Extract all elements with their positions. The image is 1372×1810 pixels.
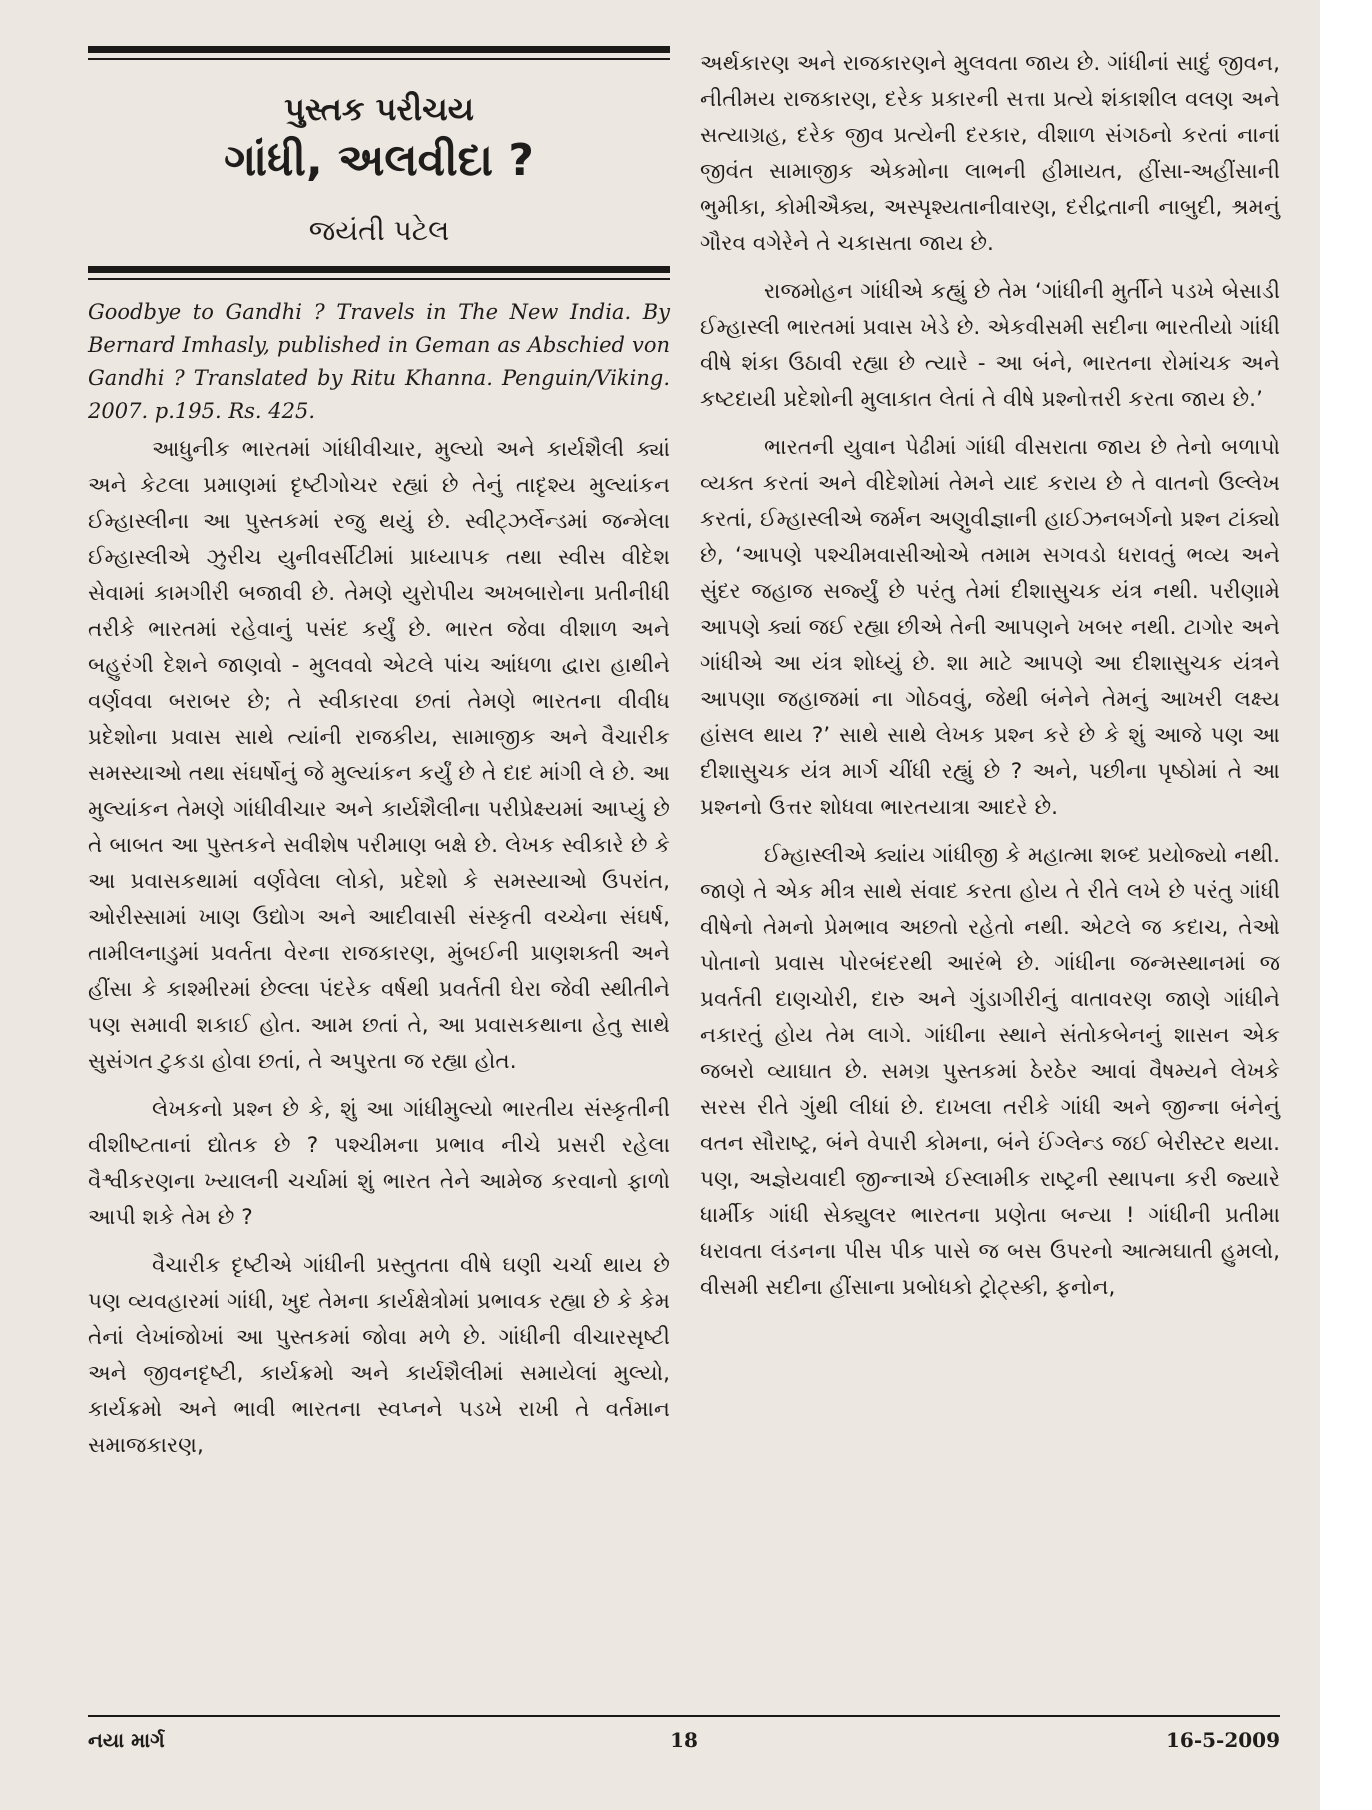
issue-date: 16-5-2009 bbox=[1165, 1728, 1280, 1752]
body-paragraph: અર્થકારણ અને રાજકારણને મુલવતા જાય છે. ગાંધીનાં સાદું જીવન, નીતીમય રાજકારણ, દરેક પ્રકારની સત્તા પ્રત્યે શંકાશીલ વલણ અને સત્યાગ્રહ, દરેક જીવ પ્રત્યેની દરકાર, વીશાળ સંગઠનો કરતાં નાનાં જીવંત સામાજીક એકમોના લાભની હીમાયત, હીંસા-અહીંસાની ભુમીકા, કોમીઐક્ય, અસ્પૃશ્યતાનીવારણ, દરીદ્રતાની નાબુદી, શ્રમનું ગૌરવ વગેરેને તે ચકાસતા જાય છે. bbox=[700, 51, 1280, 256]
body-paragraph: ઈમ્હાસ્લીએ ક્યાંય ગાંધીજી કે મહાત્મા શબ્દ પ્રયોજ્યો નથી. જાણે તે એક મીત્ર સાથે સંવાદ કરતા હોય તે રીતે લખે છે પરંતુ ગાંધી વીષેનો તેમનો પ્રેમભાવ અછતો રહેતો નથી. એટલે જ કદાચ, તેઓ પોતાનો પ્રવાસ પોરબંદરથી આરંભે છે. ગાંધીના જન્મસ્થાનમાં જ પ્રવર્તતી દાણચોરી, દારુ અને ગુંડાગીરીનું વાતાવરણ જાણે ગાંધીને નકારતું હોય તેમ લાગે. ગાંધીના સ્થાને સંતોકબેનનું શાસન એક જબરો વ્યાઘાત છે. સમગ્ર પુસ્તકમાં ઠેરઠેર આવાં વૈષમ્યને લેખકે સરસ રીતે ગુંથી લીધાં છે. દાખલા તરીકે ગાંધી અને જીન્ના બંનેનું વતન સૌરાષ્ટ્ર, બંને વેપારી કોમના, બંને ઈંગ્લેન્ડ જઈ બેરીસ્ટર થયા. પણ, અજ્ઞેયવાદી જીન્નાએ ઈસ્લામીક રાષ્ટ્રની સ્થાપના કરી જ્યારે ધાર્મીક ગાંધી સેક્યુલર ભારતના પ્રણેતા બન્યા ! ગાંધીની પ્રતીમા ધરાવતા લંડનના પીસ પીક પાસે જ બસ ઉપરનો આત્મઘાતી હુમલો, વીસમી સદીના હીંસાના પ્રબોધકો ટ્રોટ્સ્કી, ફનોન, bbox=[700, 843, 1280, 1300]
article-header bbox=[88, 60, 670, 248]
header-rule-bottom-thick bbox=[88, 266, 670, 273]
body-paragraph: રાજમોહન ગાંધીએ કહ્યું છે તેમ ‘ગાંધીની મુર્તીને પડખે બેસાડી ઈમ્હાસ્લી ભારતમાં પ્રવાસ ખેડે છે. એકવીસમી સદીના ભારતીયો ગાંધી વીષે શંકા ઉઠાવી રહ્યા છે ત્યારે - આ બંને, ભારતના રોમાંચક અને કષ્ટદાયી પ્રદેશોની મુલાકાત લેતાં તે વીષે પ્રશ્નોત્તરી કરતા જાય છે.’ bbox=[700, 279, 1280, 412]
body-paragraph: લેખકનો પ્રશ્ન છે કે, શું આ ગાંધીમુલ્યો ભારતીય સંસ્કૃતીની વીશીષ્ટતાનાં દ્યોતક છે ? પશ્ચીમના પ્રભાવ નીચે પ્રસરી રહેલા વૈશ્વીકરણના ખ્યાલની ચર્ચામાં શું ભારત તેને આમેજ કરવાનો ફાળો આપી શકે તેમ છે ? bbox=[88, 1097, 670, 1230]
section-kicker: પુસ્તક પરીચય bbox=[284, 90, 474, 128]
footer-rule bbox=[88, 1715, 1280, 1717]
article-title: ગાંધી, અલવીદા ? bbox=[224, 135, 534, 186]
header-rule-top-thick bbox=[88, 46, 670, 53]
left-column bbox=[88, 46, 670, 1464]
magazine-name: નયા માર્ગ bbox=[88, 1728, 165, 1752]
body-paragraph: ભારતની યુવાન પેઢીમાં ગાંધી વીસરાતા જાય છે તેનો બળાપો વ્યક્ત કરતાં અને વીદેશોમાં તેમને યાદ કરાય છે તે વાતનો ઉલ્લેખ કરતાં, ઈમ્હાસ્લીએ જર્મન અણુવીજ્ઞાની હાઈઝનબર્ગનો પ્રશ્ન ટાંક્યો છે, ‘આપણે પશ્ચીમવાસીઓએ તમામ સગવડો ધરાવતું ભવ્ય અને સુંદર જહાજ સર્જ્યું છે પરંતુ તેમાં દીશાસુચક યંત્ર નથી. પરીણામે આપણે ક્યાં જઈ રહ્યા છીએ તેની આપણને ખબર નથી. ટાગોર અને ગાંધીએ આ યંત્ર શોધ્યું છે. શા માટે આપણે આ દીશાસુચક યંત્રને આપણા જહાજમાં ના ગોઠવવું, જેથી બંનેને તેમનું આખરી લક્ષ્ય હાંસલ થાય ?’ સાથે સાથે લેખક પ્રશ્ન કરે છે કે શું આજે પણ આ દીશાસુચક યંત્ર માર્ગ ચીંધી રહ્યું છે ? અને, પછીના પૃષ્ઠોમાં તે આ પ્રશ્નનો ઉત્તર શોધવા ભારતયાત્રા આદરે છે. bbox=[700, 435, 1280, 820]
right-column bbox=[700, 46, 1280, 1306]
header-rule-bottom-thin bbox=[88, 278, 670, 280]
book-info: Goodbye to Gandhi ? Travels in The New India. By Bernard Imhasly, published in Geman as Abschied von Gandhi ? Translated by Ritu Khanna. Penguin/Viking. 2007. p.195. Rs. 425. bbox=[88, 300, 670, 423]
body-paragraph: વૈચારીક દૃષ્ટીએ ગાંધીની પ્રસ્તુતતા વીષે ઘણી ચર્ચા થાય છે પણ વ્યવહારમાં ગાંધી, ખુદ તેમના કાર્યક્ષેત્રોમાં પ્રભાવક રહ્યા છે કે કેમ તેનાં લેખાંજોખાં આ પુસ્તકમાં જોવા મળે છે. ગાંધીની વીચારસૃષ્ટી અને જીવનદૃષ્ટી, કાર્યક્રમો અને કાર્યશૈલીમાં સમાયેલાં મુલ્યો, કાર્યક્રમો અને ભાવી ભારતના સ્વપ્નને પડખે રાખી તે વર્તમાન સમાજકારણ, bbox=[88, 1253, 670, 1458]
body-paragraph: આધુનીક ભારતમાં ગાંધીવીચાર, મુલ્યો અને કાર્યશૈલી ક્યાં અને કેટલા પ્રમાણમાં દૃષ્ટીગોચર રહ્યાં છે તેનું તાદૃશ્ય મુલ્યાંકન ઈમ્હાસ્લીના આ પુસ્તકમાં રજુ થયું છે. સ્વીટ્ઝર્લેન્ડમાં જન્મેલા ઈમ્હાસ્લીએ ઝુરીચ યુનીવર્સીટીમાં પ્રાધ્યાપક તથા સ્વીસ વીદેશ સેવામાં કામગીરી બજાવી છે. તેમણે યુરોપીય અખબારોના પ્રતીનીધી તરીકે ભારતમાં રહેવાનું પસંદ કર્યું છે. ભારત જેવા વીશાળ અને બહુરંગી દેશને જાણવો - મુલવવો એટલે પાંચ આંધળા દ્વારા હાથીને વર્ણવવા બરાબર છે; તે સ્વીકારવા છતાં તેમણે ભારતના વીવીધ પ્રદેશોના પ્રવાસ સાથે ત્યાંની રાજકીય, સામાજીક અને વૈચારીક સમસ્યાઓ તથા સંઘર્ષોનું જે મુલ્યાંકન કર્યું છે તે દાદ માંગી લે છે. આ મુલ્યાંકન તેમણે ગાંધીવીચાર અને કાર્યશૈલીના પરીપ્રેક્ષ્યમાં આપ્યું છે તે બાબત આ પુસ્તકને સવીશેષ પરીમાણ બક્ષે છે. લેખક સ્વીકારે છે કે આ પ્રવાસકથામાં વર્ણવેલા લોકો, પ્રદેશો કે સમસ્યાઓ ઉપરાંત, ઓરીસ્સામાં ખાણ ઉદ્યોગ અને આદીવાસી સંસ્કૃતી વચ્ચેના સંઘર્ષ, તામીલનાડુમાં પ્રવર્તતા વેરના રાજકારણ, મુંબઈની પ્રાણશક્તી અને હીંસા કે કાશ્મીરમાં છેલ્લા પંદરેક વર્ષથી પ્રવર્તતી ઘેરા જેવી સ્થીતીને પણ સમાવી શકાઈ હોત. આમ છતાં તે, આ પ્રવાસકથાના હેતુ સાથે સુસંગત ટુકડા હોવા છતાં, તે અપુરતા જ રહ્યા હોત. bbox=[88, 437, 670, 1074]
page-footer bbox=[88, 1722, 1280, 1762]
article-author: જયંતી પટેલ bbox=[308, 214, 450, 247]
page-number: 18 bbox=[670, 1728, 698, 1752]
